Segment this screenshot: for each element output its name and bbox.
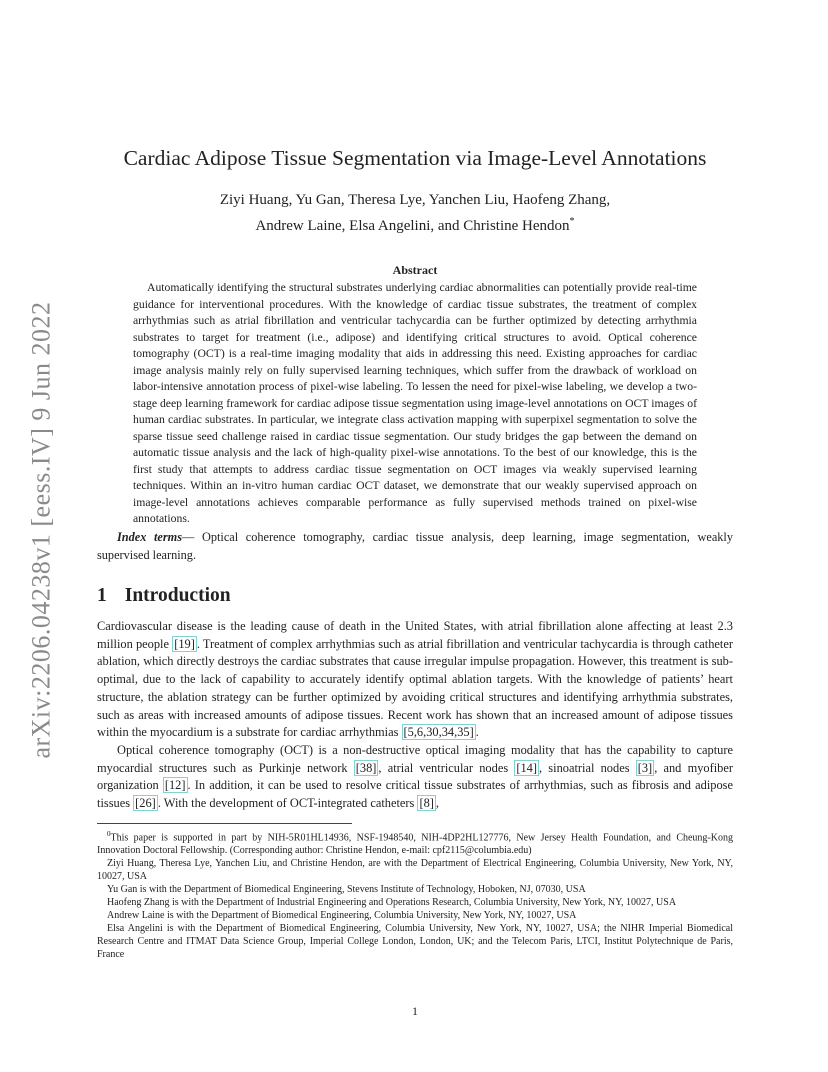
citation-link[interactable]: [12] (164, 778, 186, 793)
text-run: . With the development of OCT-integrated catheters (157, 796, 418, 811)
intro-paragraph-1 (97, 618, 733, 742)
citation-link[interactable]: [3] (637, 760, 653, 775)
text-run: , and myofiber organization (97, 760, 733, 793)
footnote-funding (97, 828, 733, 857)
footnote-mark: 0 (107, 830, 111, 838)
text-run: . Treatment of complex arrhythmias such as atrial fibrillation and ventricular tachycardia is through catheter ablation, which directly destroys the cardiac substrates that cause irregular impulse propagation. However, this treatment is sub-optimal, due to the lack of capability to accurately identify optimal ablation targets. With the knowledge of patients’ heart structure, the ablation strategy can be further optimized by avoiding critical structures and identifying arrhythmia substrates, such as areas with increased amounts of adipose tissues. Recent work has shown that an increased amount of adipose tissues within the myocardium is a substrate for cardiac arrhythmias (97, 636, 733, 740)
text-run: , (435, 796, 440, 811)
index-terms-label: Index terms (117, 530, 183, 544)
footnote-funding-text: This paper is supported in part by NIH-5R01HL14936, NSF-1948540, NIH-4DP2HL127776, New Jersey Health Foundation, and Cheung-Kong Innovation Doctoral Fellowship. (Corresponding author: Christine Hendon, e-mail: cpf2115@columbia.edu) (97, 832, 733, 857)
section-title: Introduction (124, 585, 231, 606)
citation-link[interactable]: [19] (174, 636, 195, 651)
footnotes (97, 828, 733, 961)
index-terms-dash: — (182, 530, 195, 544)
footnote-divider (97, 823, 352, 824)
section-heading-introduction (97, 585, 733, 607)
citation-link[interactable]: [14] (516, 760, 537, 775)
citation-link[interactable]: [5,6,30,34,35] (403, 725, 474, 740)
footnote-affiliation: Elsa Angelini is with the Department of Biomedical Engineering, Columbia University, New York, NY, 10027, USA; the NIHR Imperial Biomedical Research Centre and ITMAT Data Science Group, Imperial College London, London, UK; and the Telecom Paris, LTCI, Institut Polytechnique de Paris, France (97, 923, 733, 961)
text-run: , atrial ventricular nodes (378, 760, 515, 775)
footnote-affiliation: Haofeng Zhang is with the Department of Industrial Engineering and Operations Research, Columbia University, New York, NY, 10027, USA (107, 897, 677, 909)
section-number: 1 (97, 585, 107, 606)
footnote-affiliation: Andrew Laine is with the Department of Biomedical Engineering, Columbia University, New York, NY, 10027, USA (107, 910, 577, 922)
introduction-body (97, 618, 733, 813)
intro-paragraph-2 (97, 742, 733, 813)
paper-title: Cardiac Adipose Tissue Segmentation via Image-Level Annotations (123, 146, 707, 170)
citation-link[interactable]: [26] (135, 796, 156, 811)
page-number: 1 (412, 1004, 418, 1018)
citation-link[interactable]: [8] (419, 796, 434, 811)
index-terms (97, 528, 733, 564)
abstract-text: Automatically identifying the structural substrates underlying cardiac abnormalities can potentially provide real-time guidance for interventional procedures. With the knowledge of cardiac tissue substrates, the treatment of complex arrhythmias such as atrial fibrillation and ventricular tachycardia can be further optimized by detecting arrhythmia substrates to target for treatment (i.e., adipose) and identifying critical structures to avoid. Optical coherence tomography (OCT) is a real-time imaging modality that aids in addressing this need. Existing approaches for cardiac image analysis mainly rely on fully supervised learning techniques, which suffer from the drawback of workload on labor-intensive annotation process of pixel-wise labeling. To lessen the need for pixel-wise labeling, we develop a two-stage deep learning framework for cardiac adipose tissue segmentation using image-level annotations on OCT images of human cardiac substrates. In particular, we integrate class activation mapping with superpixel segmentation to solve the sparse tissue seed challenge raised in cardiac tissue segmentation. Our study bridges the gap between the demand on automatic tissue analysis and the lack of high-quality pixel-wise annotations. To the best of our knowledge, this is the first study that attempts to address cardiac tissue segmentation on OCT images via weakly supervised learning techniques. Within an in-vitro human cardiac OCT dataset, we demonstrate that our weakly supervised approach on image-level annotations achieves comparable performance as fully supervised methods trained on pixel-wise annotations. (133, 281, 697, 525)
footnote-affiliation: Ziyi Huang, Theresa Lye, Yanchen Liu, and Christine Hendon, are with the Department of Electrical Engineering, Columbia University, New York, NY, 10027, USA (97, 858, 733, 883)
abstract-heading: Abstract (392, 263, 438, 277)
authors-line-2-text: Andrew Laine, Elsa Angelini, and Christine Hendon (255, 218, 570, 234)
arxiv-identifier (20, 295, 64, 765)
text-run: . (475, 725, 479, 740)
author-list (97, 190, 733, 237)
corresponding-author-mark: * (569, 216, 575, 227)
text-run: , sinoatrial nodes (539, 760, 636, 775)
authors-line-2 (97, 211, 733, 237)
text-run: Optical coherence tomography (OCT) is a non-destructive optical imaging modality that has the capability to capture myocardial structures such as Purkinje network (97, 742, 733, 775)
text-run: Cardiovascular disease is the leading cause of death in the United States, with atrial fibrillation alone affecting at least 2.3 million people (97, 619, 733, 651)
citation-link[interactable]: [38] (355, 760, 377, 775)
arxiv-identifier-text: arXiv:2206.04238v1 [eess.IV] 9 Jun 2022 (27, 301, 57, 759)
index-terms-text: Optical coherence tomography, cardiac tissue analysis, deep learning, image segmentation, weakly supervised learning. (97, 530, 733, 562)
authors-line-1: Ziyi Huang, Yu Gan, Theresa Lye, Yanchen Liu, Haofeng Zhang, (219, 192, 611, 208)
text-run: . In addition, it can be used to resolve critical tissue substrates of arrhythmias, such as fibrosis and adipose tissues (97, 778, 733, 811)
footnote-affiliation: Yu Gan is with the Department of Biomedical Engineering, Stevens Institute of Technology, Hoboken, NJ, 07030, USA (107, 884, 586, 896)
